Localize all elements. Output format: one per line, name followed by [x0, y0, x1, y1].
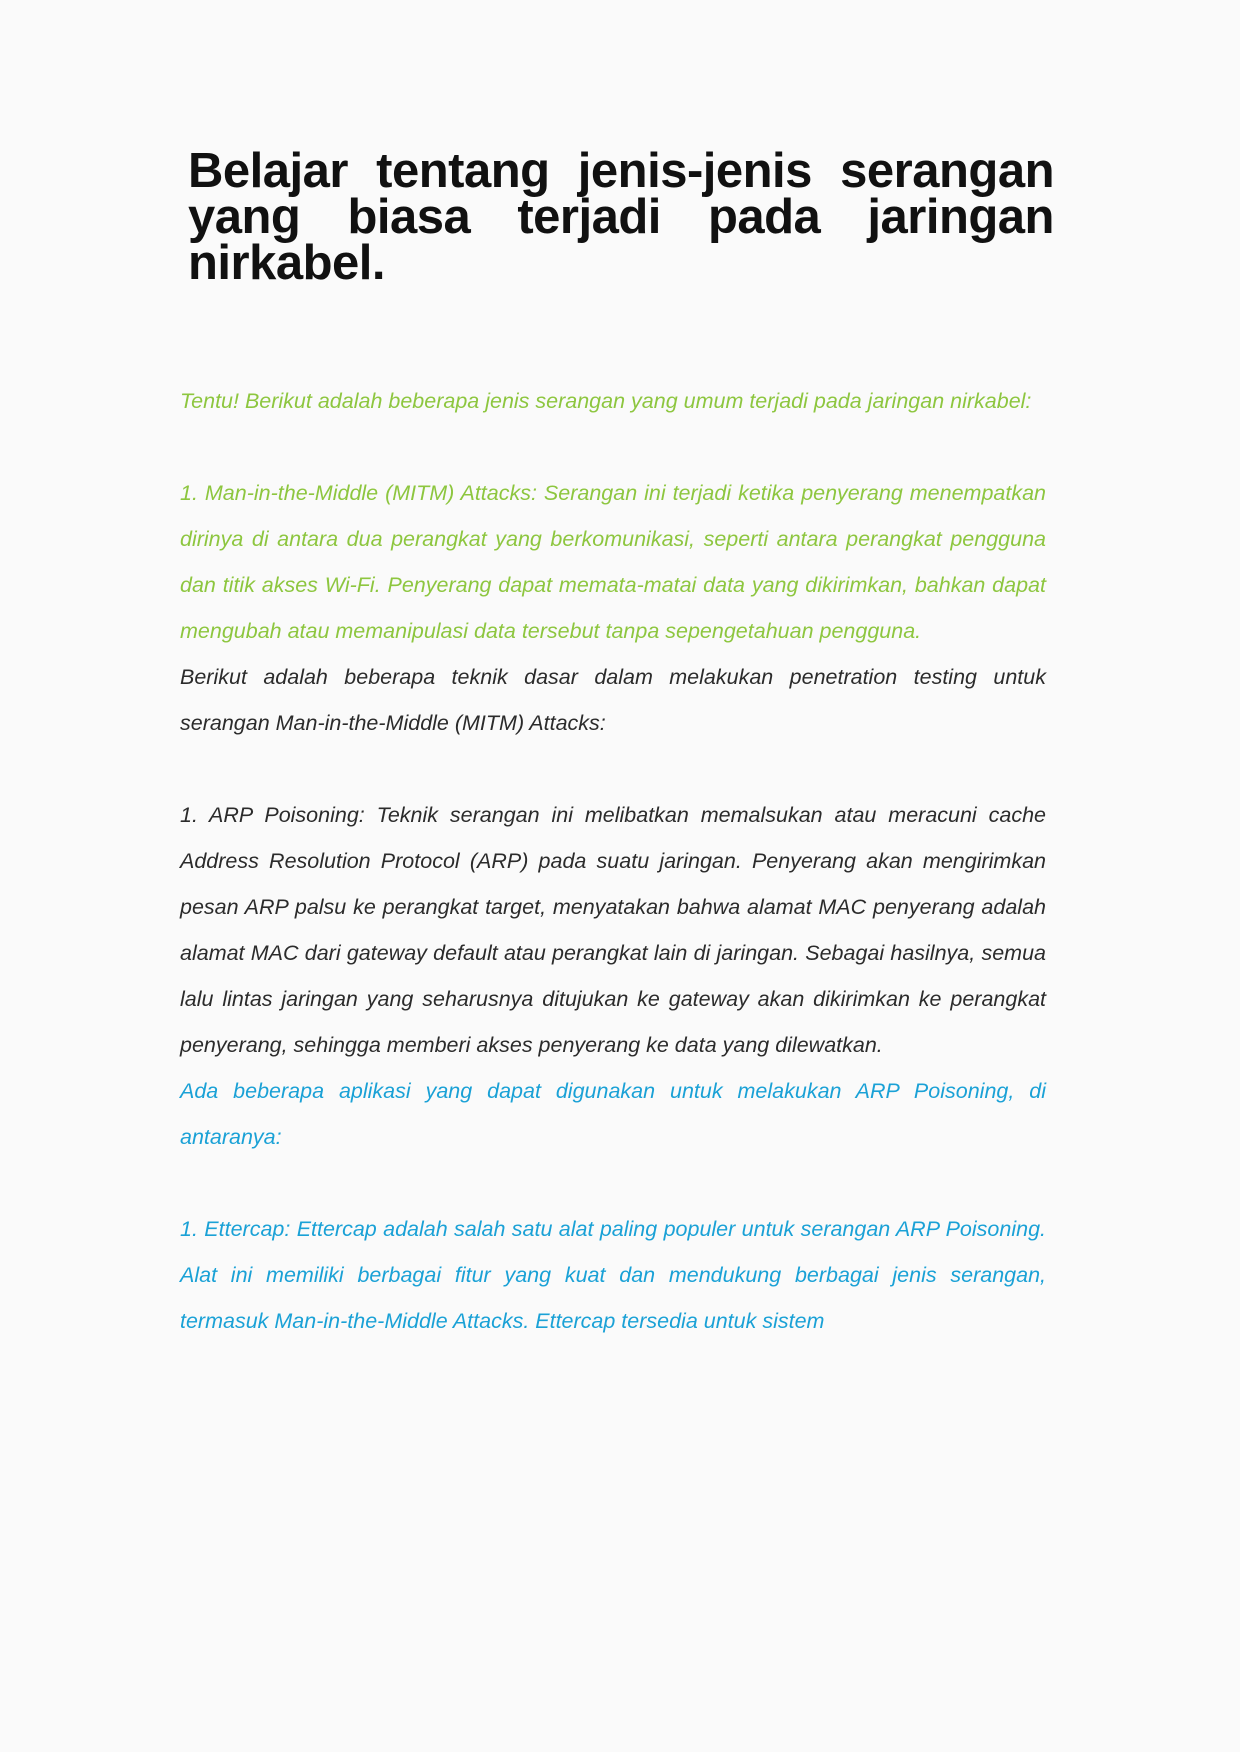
techniques-intro-paragraph: Berikut adalah beberapa teknik dasar dalam melakukan penetration testing untuk serangan Man-in-the-Middle (MITM) Attacks: — [180, 665, 1046, 735]
paragraph-spacer — [180, 424, 1046, 470]
ettercap-paragraph: 1. Ettercap: Ettercap adalah salah satu alat paling populer untuk serangan ARP Poisoning. Alat ini memiliki berbagai fitur yang kuat dan mendukung berbagai jenis serangan, termasuk Man-in-the-Middle Attacks. Ettercap tersedia untuk sistem — [180, 1217, 1046, 1333]
document-page — [180, 144, 1054, 1344]
mitm-paragraph: 1. Man-in-the-Middle (MITM) Attacks: Serangan ini terjadi ketika penyerang menempatkan dirinya di antara dua perangkat yang berkomunikasi, seperti antara perangkat pengguna dan titik akses Wi-Fi. Penyerang dapat memata-matai data yang dikirimkan, bahkan dapat mengubah atau memanipulasi data tersebut tanpa sepengetahuan pengguna. — [180, 481, 1046, 643]
apps-intro-paragraph: Ada beberapa aplikasi yang dapat digunakan untuk melakukan ARP Poisoning, di antaranya: — [180, 1079, 1046, 1149]
intro-paragraph: Tentu! Berikut adalah beberapa jenis serangan yang umum terjadi pada jaringan nirkabel: — [180, 389, 1032, 413]
paragraph-spacer — [180, 746, 1046, 792]
arp-poisoning-paragraph: 1. ARP Poisoning: Teknik serangan ini melibatkan memalsukan atau meracuni cache Address Resolution Protocol (ARP) pada suatu jaringan. Penyerang akan mengirimkan pesan ARP palsu ke perangkat target, menyatakan bahwa alamat MAC penyerang adalah alamat MAC dari gateway default atau perangkat lain di jaringan. Sebagai hasilnya, semua lalu lintas jaringan yang seharusnya ditujukan ke gateway akan dikirimkan ke perangkat penyerang, sehingga memberi akses penyerang ke data yang dilewatkan. — [180, 803, 1046, 1057]
document-title: Belajar tentang jenis-jenis serangan yang biasa terjadi pada jaringan nirkabel. — [188, 144, 1054, 290]
paragraph-spacer — [180, 1160, 1046, 1206]
